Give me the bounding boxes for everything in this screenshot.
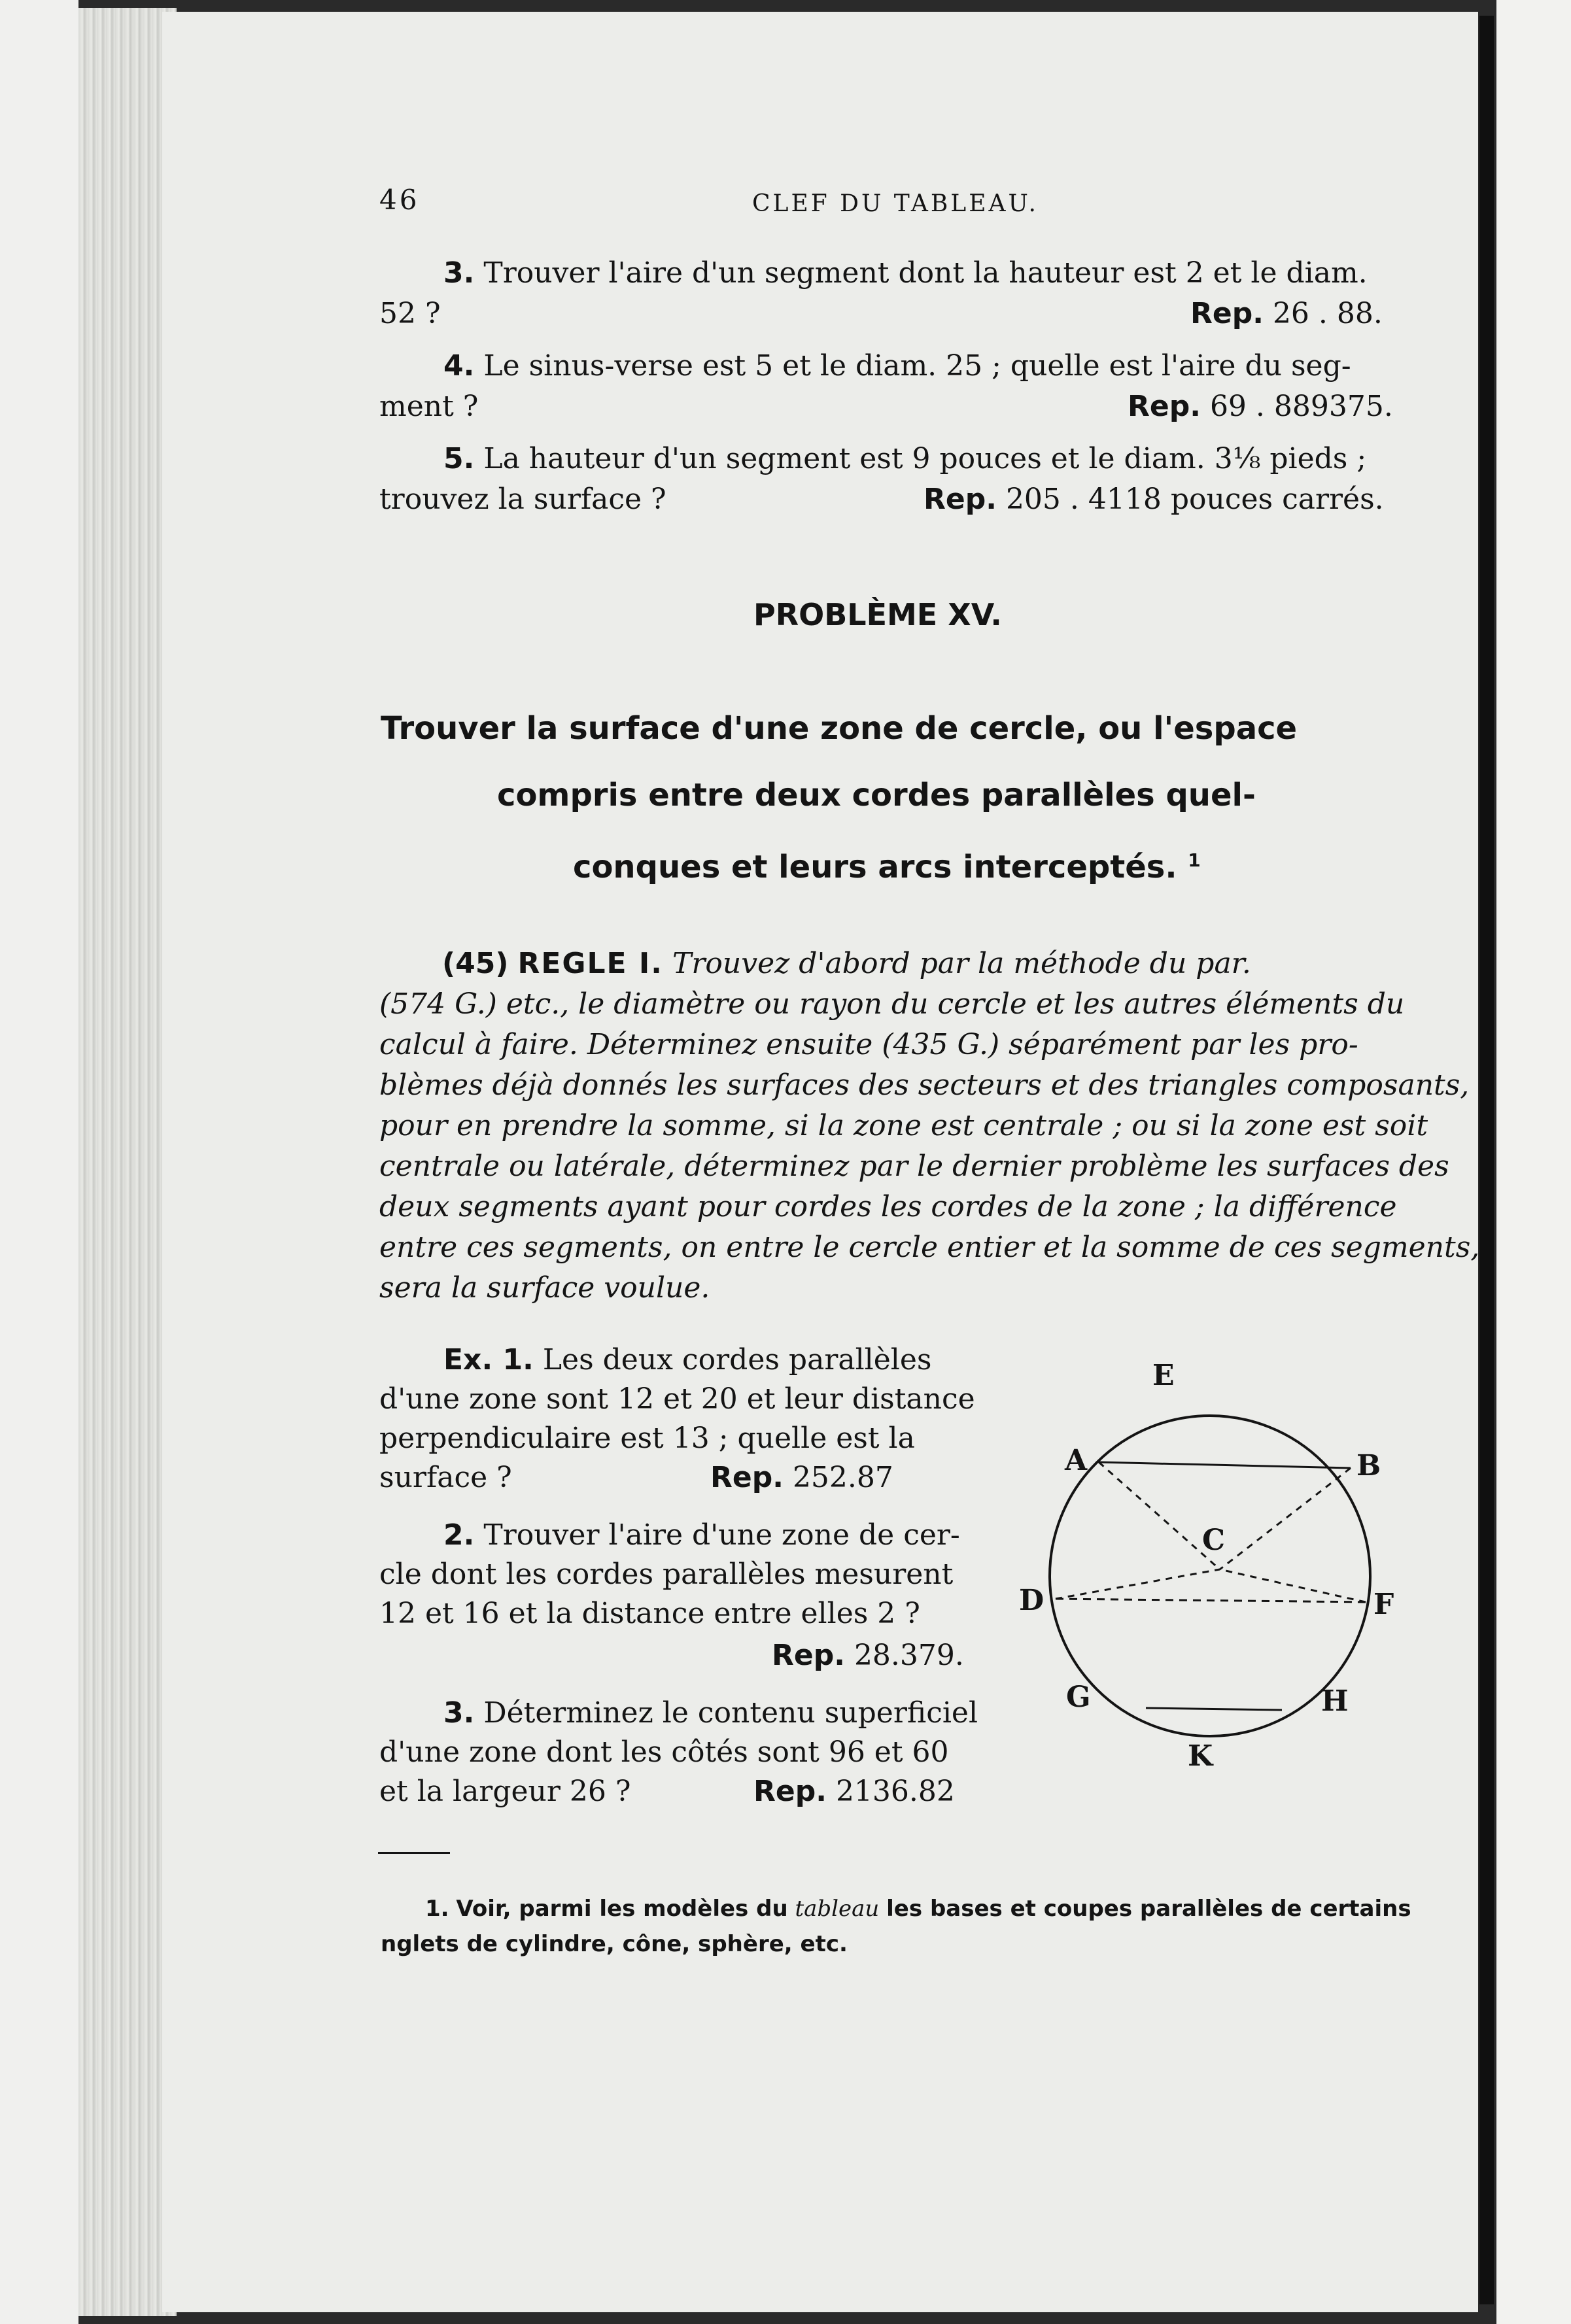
- example-3-line0: 3. Déterminez le contenu superficiel: [443, 1696, 978, 1730]
- example-1-line2: perpendiculaire est 13 ; quelle est la: [379, 1422, 915, 1455]
- footnote-line1: 1. Voir, parmi les modèles du tableau les bases et coupes parallèles de certains: [425, 1896, 1411, 1922]
- radius-cf: [1220, 1569, 1366, 1602]
- rule-line-2: calcul à faire. Déterminez ensuite (435 G.) séparément par les pro-: [379, 1028, 1358, 1061]
- exercise-4-line1: 4. Le sinus-verse est 5 et le diam. 25 ; quelle est l'aire du seg-: [443, 349, 1351, 383]
- chord-df: [1056, 1599, 1366, 1602]
- problem-title: PROBLÈME XV.: [753, 597, 1002, 632]
- example-1-line1: d'une zone sont 12 et 20 et leur distance: [379, 1382, 975, 1416]
- problem-heading-line3: conques et leurs arcs interceptés. $^1$: [573, 849, 1201, 885]
- rule-line-5: centrale ou latérale, déterminez par le dernier problème les surfaces des: [379, 1150, 1449, 1183]
- rule-line-8: sera la surface voulue.: [379, 1271, 710, 1305]
- example-2-line2: 12 et 16 et la distance entre elles 2 ?: [379, 1597, 920, 1630]
- scan-left-margin: [0, 0, 78, 2324]
- rule-line-7: entre ces segments, on entre le cercle entier et la somme de ces segments,: [379, 1231, 1480, 1264]
- book-spine-shadow: [1479, 16, 1494, 2304]
- scan-right-margin: [1496, 0, 1571, 2324]
- exercise-4-answer: Rep. 69 . 889375.: [1128, 390, 1393, 423]
- example-2-line0: 2. Trouver l'aire d'une zone de cer-: [443, 1518, 960, 1552]
- radius-cb: [1220, 1468, 1351, 1569]
- running-title: CLEF DU TABLEAU.: [752, 190, 1039, 217]
- page-number: 46: [379, 184, 420, 216]
- label-d: D: [1019, 1584, 1044, 1617]
- example-2-answer: Rep. 28.379.: [772, 1639, 964, 1672]
- example-1-line0: Ex. 1. Les deux cordes parallèles: [443, 1343, 932, 1376]
- zone-of-circle-figure: [994, 1347, 1439, 1792]
- label-k: K: [1188, 1739, 1213, 1773]
- example-1-line3: surface ?: [379, 1461, 512, 1494]
- example-3-line1: d'une zone dont les côtés sont 96 et 60: [379, 1735, 949, 1769]
- label-c: C: [1202, 1524, 1226, 1557]
- rule-line-1: (574 G.) etc., le diamètre ou rayon du cercle et les autres éléments du: [379, 987, 1405, 1021]
- footnote-rule: [378, 1852, 450, 1854]
- chord-ab: [1099, 1462, 1351, 1468]
- example-3-line2: et la largeur 26 ?: [379, 1775, 631, 1808]
- exercise-5-line2: trouvez la surface ?: [379, 483, 666, 516]
- exercise-3-line2: 52 ?: [379, 297, 441, 330]
- label-b: B: [1356, 1449, 1381, 1482]
- label-f: F: [1373, 1588, 1394, 1621]
- exercise-5-answer: Rep. 205 . 4118 pouces carrés.: [924, 483, 1384, 516]
- example-2-line1: cle dont les cordes parallèles mesurent: [379, 1558, 954, 1591]
- problem-heading-line1: Trouver la surface d'une zone de cercle, ou l'espace: [381, 710, 1298, 747]
- label-g: G: [1066, 1681, 1091, 1714]
- label-a: A: [1065, 1444, 1088, 1477]
- chord-gh: [1146, 1708, 1282, 1710]
- exercise-4-line2: ment ?: [379, 390, 479, 423]
- label-h: H: [1321, 1684, 1349, 1718]
- rule-line-6: deux segments ayant pour cordes les cordes de la zone ; la différence: [379, 1190, 1397, 1223]
- exercise-3-line1: 3. Trouver l'aire d'un segment dont la hauteur est 2 et le diam.: [443, 256, 1368, 290]
- exercise-5-line1: 5. La hauteur d'un segment est 9 pouces et le diam. 3⅛ pieds ;: [443, 442, 1367, 475]
- rule-line-0: (45) REGLE I. Trouvez d'abord par la méthode du par.: [442, 947, 1251, 980]
- rule-line-4: pour en prendre la somme, si la zone est centrale ; ou si la zone est soit: [379, 1109, 1428, 1142]
- radius-cd: [1056, 1569, 1220, 1599]
- example-1-answer: Rep. 252.87: [710, 1461, 893, 1494]
- exercise-3-answer: Rep. 26 . 88.: [1190, 297, 1383, 330]
- label-e: E: [1152, 1359, 1175, 1392]
- rule-line-3: blèmes déjà donnés les surfaces des secteurs et des triangles composants,: [379, 1068, 1470, 1102]
- footnote-line2: nglets de cylindre, cône, sphère, etc.: [381, 1931, 848, 1957]
- problem-heading-line2: compris entre deux cordes parallèles quel-: [497, 777, 1256, 813]
- footnote-ref: 1: [1188, 849, 1201, 871]
- example-3-answer: Rep. 2136.82: [753, 1775, 955, 1808]
